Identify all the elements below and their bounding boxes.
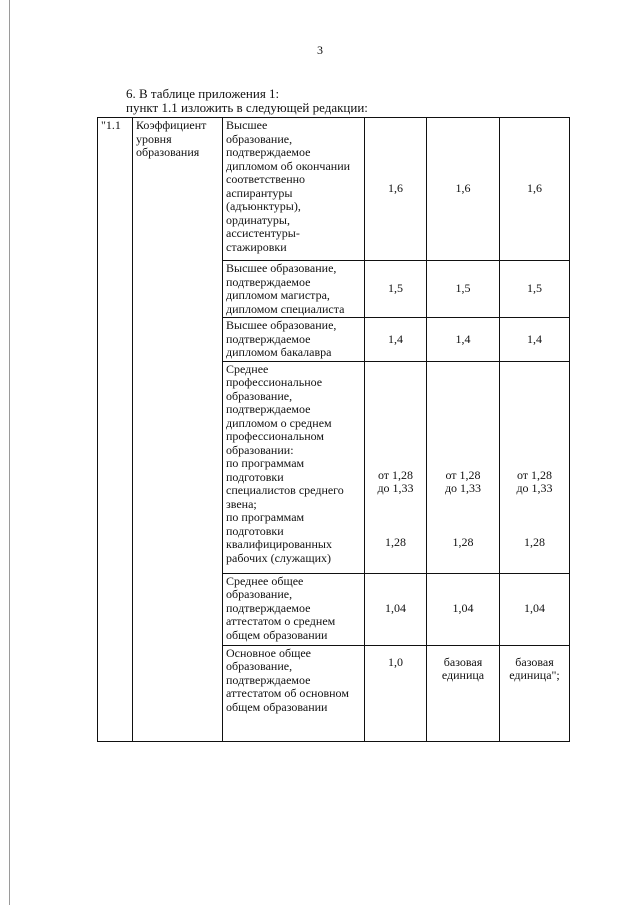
item-number: "1.1 — [98, 118, 133, 261]
text-line: ассистентуры- — [226, 226, 300, 240]
item-name — [133, 118, 223, 261]
text-line: от 1,28 — [377, 467, 414, 482]
text-line: дипломом магистра, — [226, 288, 330, 302]
intro-line-1: 6. В таблице приложения 1: — [126, 86, 280, 101]
intro-text — [126, 87, 368, 115]
text-line: базовая — [515, 654, 554, 669]
text-line: дипломом бакалавра — [226, 345, 332, 359]
text-line: до 1,33 — [516, 481, 553, 495]
item-name-cell — [133, 361, 223, 573]
text-line: Коэффициент — [136, 118, 207, 132]
text-line: подтверждаемое — [226, 274, 311, 289]
coefficient-value — [500, 645, 570, 741]
text-line: Основное общее — [226, 645, 311, 660]
text-line: от 1,28 — [516, 467, 553, 482]
education-description — [223, 261, 365, 318]
text-line: образование, — [226, 587, 293, 601]
education-description — [223, 318, 365, 362]
text-line: подтверждаемое — [226, 402, 311, 416]
text-line: уровня — [136, 131, 172, 146]
text-line: общем образовании — [226, 699, 328, 714]
coefficient-value — [500, 361, 570, 573]
coefficient-value: 1,04 — [427, 573, 500, 645]
text-line: аспирантуры — [226, 185, 293, 200]
text-line: ординатуры, — [226, 212, 290, 227]
text-line: общем образовании — [226, 627, 328, 642]
education-description — [223, 361, 365, 573]
table-row — [98, 318, 570, 362]
coefficient-value: 1,4 — [365, 318, 427, 362]
text-line: профессиональном — [226, 429, 324, 443]
coefficient-value: 1,4 — [427, 318, 500, 362]
text-line: профессиональное — [226, 375, 323, 389]
coefficient-value: 1,04 — [500, 573, 570, 645]
coefficient-value: 1,5 — [365, 261, 427, 318]
text-line: рабочих (служащих) — [226, 550, 332, 565]
text-line: звена; — [226, 496, 257, 511]
text-line: подтверждаемое — [226, 145, 311, 159]
page-number: 3 — [317, 43, 323, 57]
item-name-cell — [133, 261, 223, 318]
coefficient-table — [97, 117, 570, 742]
text-line: аттестатом об основном — [226, 686, 349, 700]
item-name-cell — [133, 645, 223, 741]
table-row — [98, 261, 570, 318]
coefficient-value: 1,6 — [500, 118, 570, 261]
coefficient-value: 1,4 — [500, 318, 570, 362]
text-line: до 1,33 — [377, 481, 414, 495]
text-line: подготовки — [226, 523, 284, 538]
coefficient-value: 1,6 — [365, 118, 427, 261]
range-value — [503, 469, 566, 496]
text-line: подтверждаемое — [226, 331, 311, 346]
coefficient-value: 1,6 — [427, 118, 500, 261]
text-line: по программам — [226, 510, 305, 524]
table-row — [98, 361, 570, 573]
text-line: Высшее — [226, 118, 268, 132]
text-line: образования — [136, 145, 200, 159]
text-line: единица"; — [509, 668, 560, 682]
text-line: от 1,28 — [445, 467, 481, 482]
text-line: 1,0 — [388, 654, 403, 669]
text-line: образовании: — [226, 442, 294, 457]
text-line: до 1,33 — [444, 481, 482, 495]
coefficient-value: 1,5 — [427, 261, 500, 318]
range-value — [368, 469, 423, 496]
item-number-cell — [98, 318, 133, 362]
single-value: 1,28 — [452, 534, 474, 549]
text-line: квалифицированных — [226, 537, 332, 551]
range-value — [430, 469, 496, 496]
item-number-cell — [98, 573, 133, 645]
item-number-cell — [98, 261, 133, 318]
coefficient-value — [365, 361, 427, 573]
text-line: аттестатом о среднем — [226, 614, 336, 628]
coefficient-value: 1,5 — [500, 261, 570, 318]
text-line: дипломом о среднем — [226, 415, 332, 430]
text-line: Среднее — [226, 361, 269, 376]
page-edge-line — [9, 0, 10, 905]
coefficient-value: 1,04 — [365, 573, 427, 645]
table-row — [98, 118, 570, 261]
item-number-cell — [98, 361, 133, 573]
text-line: (адъюнктуры), — [226, 199, 301, 213]
text-line: образование, — [226, 131, 293, 146]
text-line: образование, — [226, 659, 293, 673]
item-number-cell — [98, 645, 133, 741]
text-line: стажировки — [226, 239, 287, 254]
text-line: подготовки — [226, 469, 284, 484]
text-line: образование, — [226, 388, 293, 403]
text-line: специалистов среднего — [226, 483, 344, 497]
education-description — [223, 645, 365, 741]
text-line: дипломом об окончании — [226, 158, 351, 173]
single-value: 1,28 — [524, 534, 545, 549]
coefficient-value — [427, 645, 500, 741]
table-row — [98, 573, 570, 645]
text-line: по программам — [226, 456, 305, 470]
table-row — [98, 645, 570, 741]
text-line: подтверждаемое — [226, 600, 311, 615]
text-line: единица — [441, 668, 485, 682]
text-line: Среднее общее — [226, 573, 304, 588]
coefficient-value — [427, 361, 500, 573]
item-name-cell — [133, 573, 223, 645]
text-line: базовая — [443, 654, 483, 669]
text-line: дипломом специалиста — [226, 301, 345, 316]
text-line: соответственно — [226, 172, 306, 186]
intro-line-2: пункт 1.1 изложить в следующей редакции: — [126, 100, 368, 115]
education-description — [223, 118, 365, 261]
item-name-cell — [133, 318, 223, 362]
education-description — [223, 573, 365, 645]
single-value: 1,28 — [385, 534, 406, 549]
text-line: подтверждаемое — [226, 672, 311, 687]
coefficient-value — [365, 645, 427, 741]
text-line: Высшее образование, — [226, 318, 337, 332]
text-line: Высшее образование, — [226, 261, 337, 275]
